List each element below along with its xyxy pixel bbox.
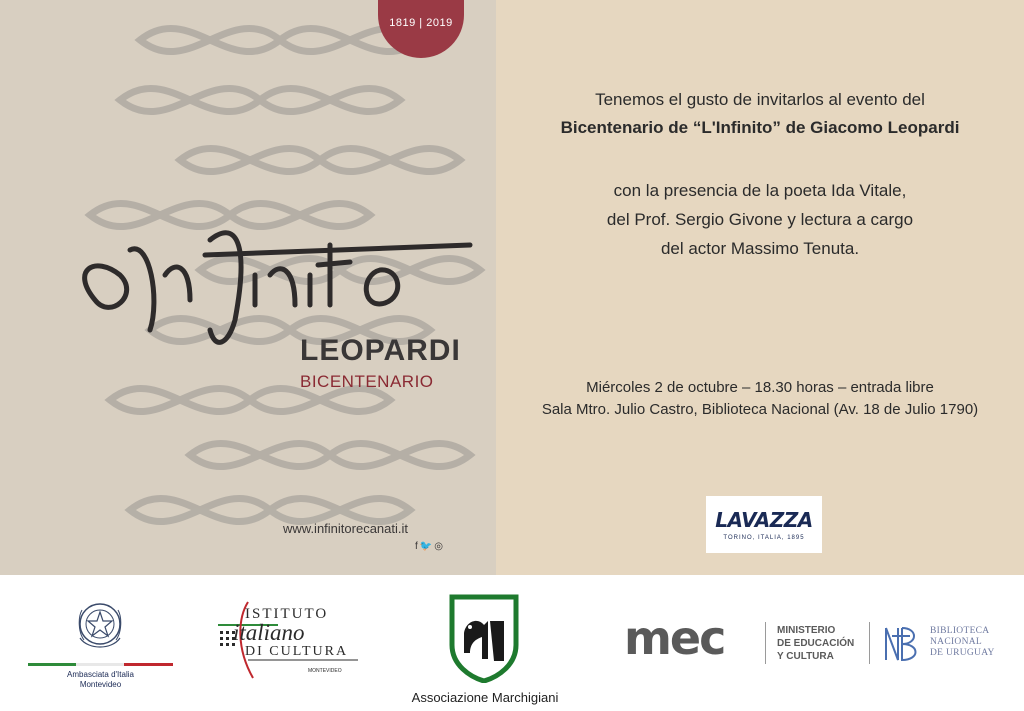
iic-istituto: ISTITUTO	[245, 606, 329, 622]
years-badge: 1819 | 2019	[378, 0, 464, 58]
lavazza-tagline: TORINO, ITALIA, 1895	[723, 535, 805, 541]
invite-line-4: del Prof. Sergio Givone y lectura a cargo	[606, 210, 914, 229]
biblioteca-monogram-icon	[880, 622, 924, 666]
infinity-pattern-graphic	[0, 0, 496, 575]
biblioteca-nacional-text	[930, 626, 995, 659]
poster-website: www.infinitorecanati.it	[283, 521, 408, 536]
event-date: Miércoles 2 de octubre – 18.30 horas – entrada libre	[586, 379, 934, 396]
invite-guests	[496, 176, 1024, 263]
bnu-divider	[869, 622, 870, 664]
flag-red-line	[124, 663, 173, 666]
flag-white-line	[76, 663, 124, 666]
ambasciata-line-1: Ambasciata d'Italia	[67, 670, 134, 679]
mec-divider	[765, 622, 766, 664]
istituto-italiano-logo	[218, 598, 363, 688]
mec-ministerio-text	[777, 624, 854, 663]
ambasciata-logo	[28, 592, 173, 702]
mec-sub-line-1: MINISTERIO	[777, 625, 836, 636]
iic-di-cultura: DI CULTURA	[245, 644, 349, 659]
lavazza-wordmark: LAVAZZA	[715, 508, 813, 532]
bnu-line-1: BIBLIOTECA	[930, 626, 990, 636]
flag-green-line	[28, 663, 76, 666]
italian-emblem-icon	[28, 592, 173, 662]
associazione-marchigiani-label: Associazione Marchigiani	[411, 690, 559, 705]
ambasciata-line-2: Montevideo	[79, 680, 122, 689]
bnu-line-3: DE URUGUAY	[930, 648, 995, 658]
mec-sub-line-3: Y CULTURA	[777, 651, 834, 662]
invite-line-1: Tenemos el gusto de invitarlos al evento del	[595, 90, 925, 109]
invite-line-2: Bicentenario de “L'Infinito” de Giacomo Leopardi	[560, 118, 960, 137]
infinito-poster	[0, 0, 496, 575]
marche-shield-icon	[448, 593, 520, 683]
mec-sub-line-2: DE EDUCACIÓN	[777, 638, 855, 649]
social-icons: f🐦◎	[415, 541, 445, 552]
iic-montevideo: MONTEVIDEO	[308, 668, 342, 674]
poster-bicentenario: BICENTENARIO	[300, 372, 434, 391]
bnu-line-2: NACIONAL	[930, 637, 983, 647]
lavazza-logo	[706, 496, 822, 553]
ambasciata-text	[28, 670, 173, 690]
iic-italiano: italiano	[233, 620, 305, 645]
event-details	[496, 377, 1024, 421]
invite-line-3: con la presencia de la poeta Ida Vitale,	[613, 181, 907, 200]
event-venue: Sala Mtro. Julio Castro, Biblioteca Nacional (Av. 18 de Julio 1790)	[541, 401, 979, 418]
mec-logo: mec	[624, 611, 725, 665]
invite-line-5: del actor Massimo Tenuta.	[660, 239, 860, 258]
poster-leopardi: LEOPARDI	[300, 334, 461, 367]
